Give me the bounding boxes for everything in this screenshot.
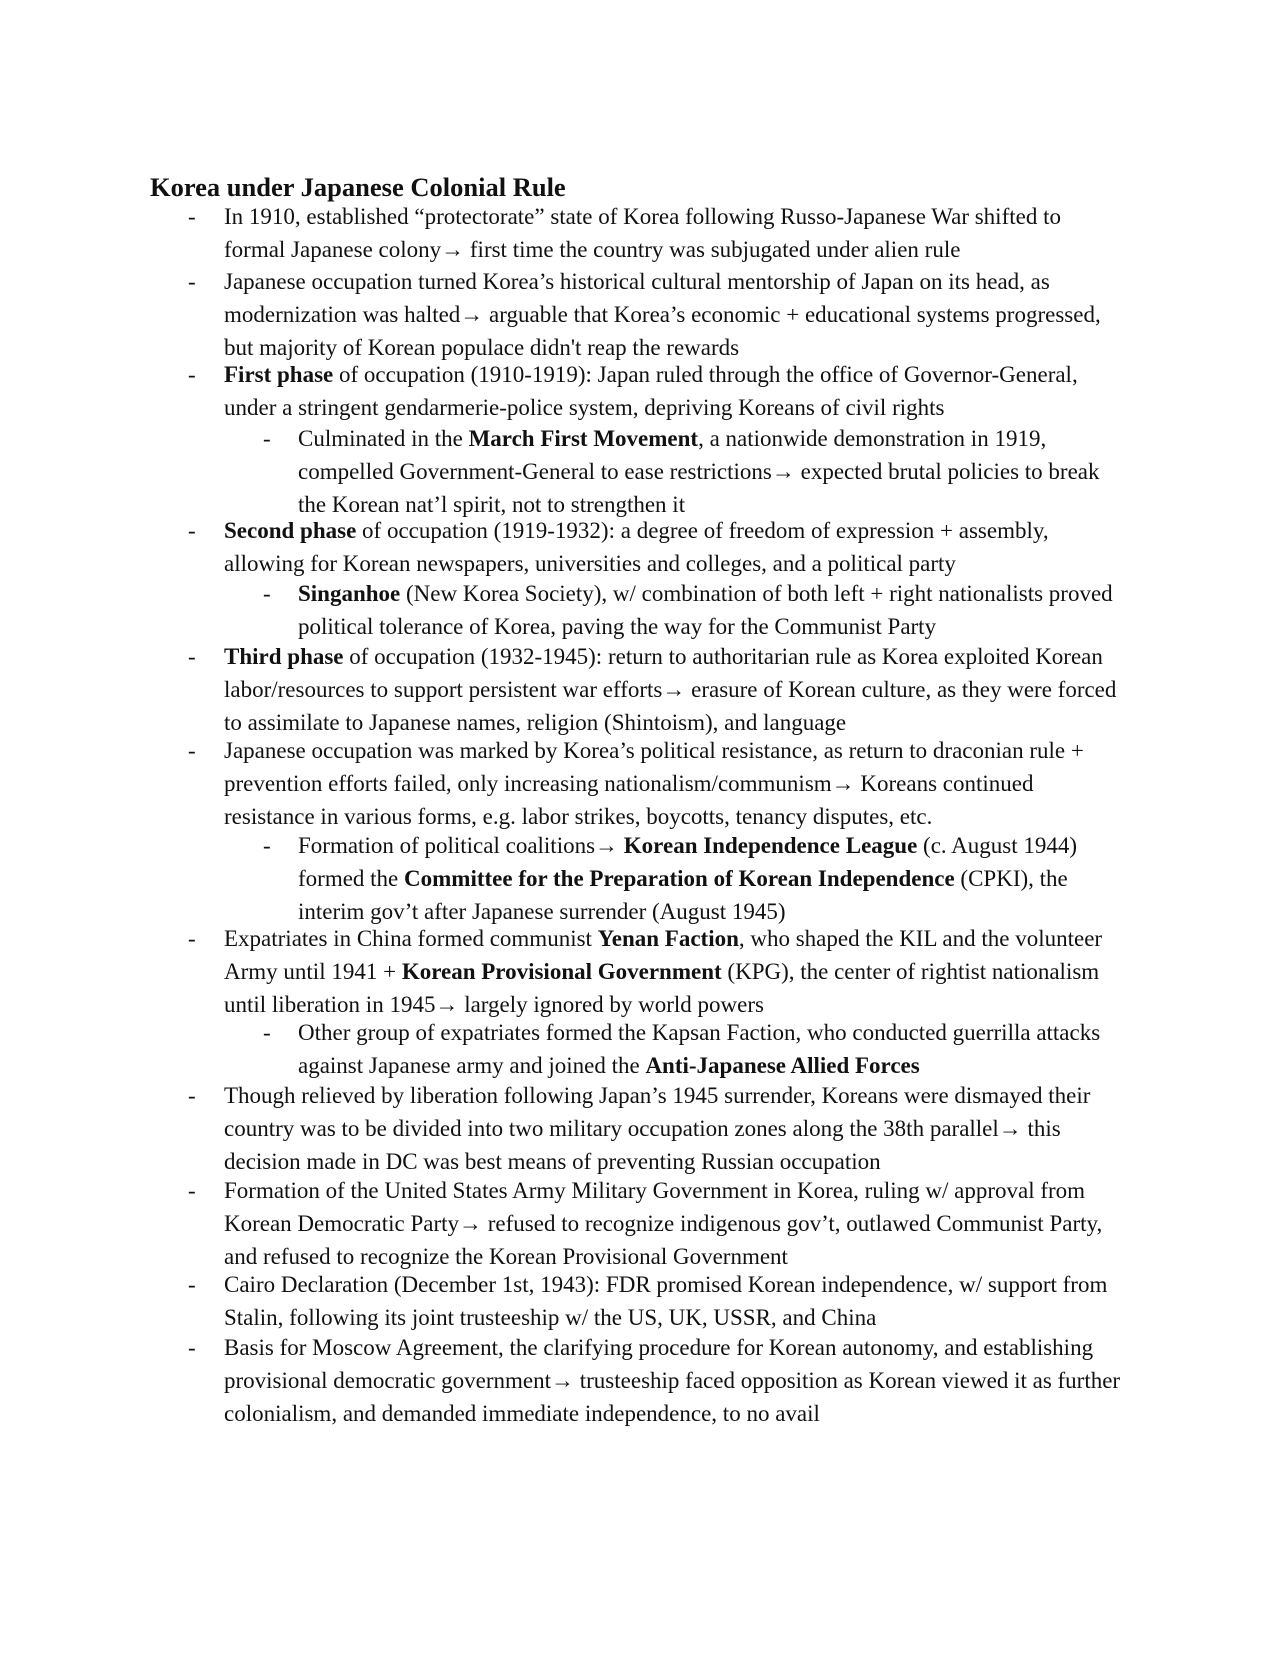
item-text: (c. August 1944) formed the	[298, 833, 1077, 891]
bullet-dash: -	[188, 269, 196, 294]
sub-list-item	[263, 1016, 1118, 1082]
bullet-dash: -	[263, 581, 271, 606]
sub-list-item	[263, 577, 1118, 643]
bullet-dash: -	[188, 1272, 196, 1297]
item-text: Other group of expatriates formed the Kapsan Faction, who conducted guerrilla attacks against Japanese army and joined the	[298, 1020, 1101, 1078]
list-item	[188, 640, 1124, 739]
list-item	[188, 1268, 1124, 1334]
list-item	[188, 1331, 1124, 1430]
bold-term: Committee for the Preparation of Korean Independence	[404, 866, 955, 891]
item-text: of occupation (1932-1945): return to authoritarian rule as Korea exploited Korean labor/resources to support persistent war efforts→ erasure of Korean culture, as they were forced to assimilate to Japanese names, religion (Shintoism), and language	[224, 644, 1117, 735]
bullet-dash: -	[188, 1335, 196, 1360]
list-item	[188, 200, 1124, 266]
sub-list-item	[263, 829, 1118, 928]
item-text: Formation of political coalitions→	[298, 833, 624, 858]
bold-term: Korean Independence League	[623, 833, 918, 858]
bold-term: March First Movement	[468, 426, 699, 451]
item-text: Formation of the United States Army Military Government in Korea, ruling w/ approval from Korean Democratic Party→ refused to recognize indigenous gov’t, outlawed Communist Party, and refused to recognize the Korean Provisional Government	[224, 1178, 1103, 1269]
bold-term: First phase	[224, 362, 334, 387]
item-text: of occupation (1919-1932): a degree of freedom of expression + assembly, allowing for Korean newspapers, universities and colleges, and a political party	[224, 518, 1049, 576]
item-text: , who shaped the KIL and the volunteer Army until 1941 +	[224, 926, 1103, 984]
item-text: , a nationwide demonstration in 1919, compelled Government-General to ease restrictions→ expected brutal policies to break the Korean nat’l spirit, not to strengthen it	[298, 426, 1100, 517]
bullet-dash: -	[263, 426, 271, 451]
list-item	[188, 358, 1124, 424]
bold-term: Singanhoe	[298, 581, 401, 606]
bullet-dash: -	[263, 833, 271, 858]
sub-list-item	[263, 422, 1118, 521]
item-text: Japanese occupation was marked by Korea’s political resistance, as return to draconian rule + prevention efforts failed, only increasing nationalism/communism→ Koreans continued resistance in various forms, e.g. labor strikes, boycotts, tenancy disputes, etc.	[224, 738, 1084, 829]
item-text: (KPG), the center of rightist nationalism until liberation in 1945→ largely ignored by world powers	[224, 959, 1100, 1017]
bullet-dash: -	[188, 644, 196, 669]
item-text: Japanese occupation turned Korea’s historical cultural mentorship of Japan on its head, as modernization was halted→ arguable that Korea’s economic + educational systems progressed, but majority of Korean populace didn't reap the rewards	[224, 269, 1101, 360]
list-item	[188, 1174, 1124, 1273]
item-text: Cairo Declaration (December 1st, 1943): FDR promised Korean independence, w/ support from Stalin, following its joint trusteeship w/ the US, UK, USSR, and China	[224, 1272, 1108, 1330]
item-text: Expatriates in China formed communist	[224, 926, 598, 951]
item-text: Though relieved by liberation following Japan’s 1945 surrender, Koreans were dismayed their country was to be divided into two military occupation zones along the 38th parallel→ this decision made in DC was best means of preventing Russian occupation	[224, 1083, 1091, 1174]
bullet-dash: -	[188, 738, 196, 763]
list-item	[188, 734, 1124, 833]
document-title: Korea under Japanese Colonial Rule	[150, 172, 566, 202]
bold-term: Yenan Faction	[597, 926, 739, 951]
bold-term: Korean Provisional Government	[401, 959, 722, 984]
item-text: Basis for Moscow Agreement, the clarifying procedure for Korean autonomy, and establishing provisional democratic government→ trusteeship faced opposition as Korean viewed it as further colonialism, and demanded immediate independence, to no avail	[224, 1335, 1121, 1426]
item-text: In 1910, established “protectorate” state of Korea following Russo-Japanese War shifted to formal Japanese colony→ first time the country was subjugated under alien rule	[224, 204, 1061, 262]
bold-term: Anti-Japanese Allied Forces	[645, 1053, 920, 1078]
list-item	[188, 922, 1124, 1021]
item-text: (New Korea Society), w/ combination of both left + right nationalists proved political tolerance of Korea, paving the way for the Communist Party	[298, 581, 1113, 639]
bullet-dash: -	[188, 204, 196, 229]
bullet-dash: -	[188, 1178, 196, 1203]
item-text: Culminated in the	[298, 426, 469, 451]
bullet-dash: -	[188, 362, 196, 387]
item-text: (CPKI), the interim gov’t after Japanese surrender (August 1945)	[298, 866, 1068, 924]
list-item	[188, 1079, 1124, 1178]
list-item	[188, 514, 1124, 580]
bullet-dash: -	[188, 1083, 196, 1108]
item-text: of occupation (1910-1919): Japan ruled through the office of Governor-General, under a stringent gendarmerie-police system, depriving Koreans of civil rights	[224, 362, 1078, 420]
bold-term: Third phase	[224, 644, 344, 669]
bullet-dash: -	[188, 926, 196, 951]
bullet-dash: -	[188, 518, 196, 543]
bullet-dash: -	[263, 1020, 271, 1045]
bold-term: Second phase	[224, 518, 357, 543]
list-item	[188, 265, 1124, 364]
